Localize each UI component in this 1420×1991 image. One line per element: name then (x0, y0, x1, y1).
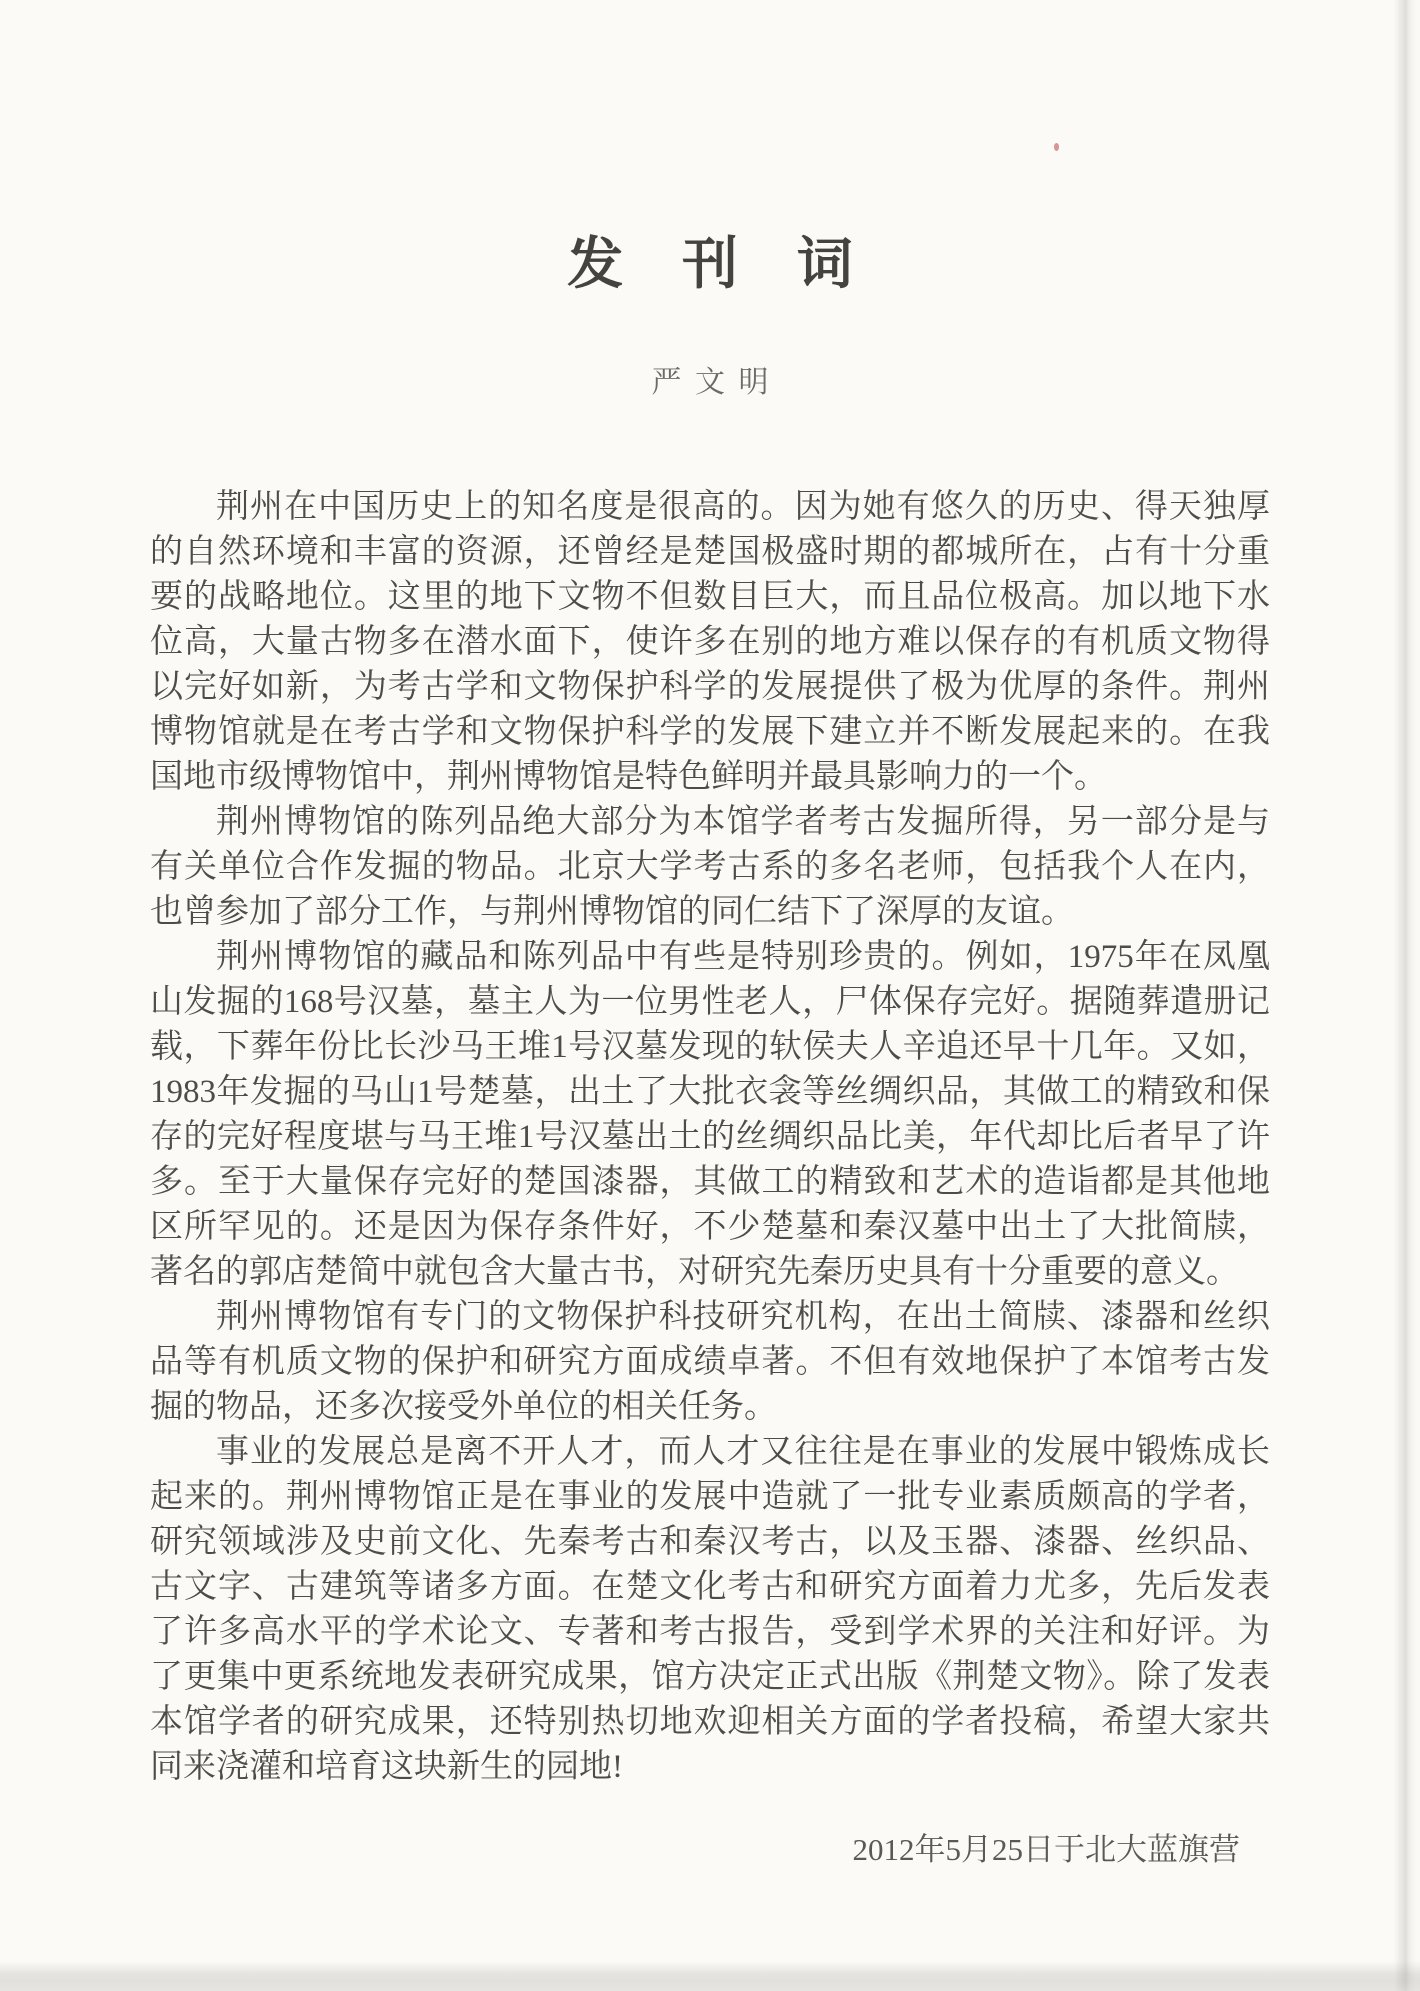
scan-edge-bottom-artifact (0, 1961, 1420, 1991)
author-name: 严文明 (651, 366, 782, 400)
paragraph: 荆州在中国历史上的知名度是很高的。因为她有悠久的历史、得天独厚的自然环境和丰富的资源，还曾经是楚国极盛时期的都城所在，占有十分重要的战略地位。这里的地下文物不但数目巨大，而且品位极高。加以地下水位高，大量古物多在潜水面下，使许多在别的地方难以保存的有机质文物得以完好如新，为考古学和文物保护科学的发展提供了极为优厚的条件。荆州博物馆就是在考古学和文物保护科学的发展下建立并不断发展起来的。在我国地市级博物馆中，荆州博物馆是特色鲜明并最具影响力的一个。 (150, 489, 1270, 796)
body-text (0, 485, 1420, 1790)
page-title: 发刊词 (567, 234, 912, 296)
paragraph: 荆州博物馆有专门的文物保护科技研究机构，在出土简牍、漆器和丝织品等有机质文物的保护和研究方面成绩卓著。不但有效地保护了本馆考古发掘的物品，还多次接受外单位的相关任务。 (150, 1299, 1270, 1426)
paragraph: 荆州博物馆的藏品和陈列品中有些是特别珍贵的。例如，1975年在凤凰山发掘的168号汉墓，墓主人为一位男性老人，尸体保存完好。据随葬遣册记载，下葬年份比长沙马王堆1号汉墓发现的轪侯夫人辛追还早十几年。又如，1983年发掘的马山1号楚墓，出土了大批衣衾等丝绸织品，其做工的精致和保存的完好程度堪与马王堆1号汉墓出土的丝绸织品比美，年代却比后者早了许多。至于大量保存完好的楚国漆器，其做工的精致和艺术的造诣都是其他地区所罕见的。还是因为保存条件好，不少楚墓和秦汉墓中出土了大批简牍，著名的郭店楚简中就包含大量古书，对研究先秦历史具有十分重要的意义。 (150, 939, 1270, 1291)
paragraph: 荆州博物馆的陈列品绝大部分为本馆学者考古发掘所得，另一部分是与有关单位合作发掘的物品。北京大学考古系的多名老师，包括我个人在内，也曾参加了部分工作，与荆州博物馆的同仁结下了深厚的友谊。 (150, 804, 1270, 931)
dateline: 2012年5月25日于北大蓝旗营 (852, 1832, 1240, 1868)
paragraph: 事业的发展总是离不开人才，而人才又往往是在事业的发展中锻炼成长起来的。荆州博物馆正是在事业的发展中造就了一批专业素质颇高的学者，研究领域涉及史前文化、先秦考古和秦汉考古，以及玉器、漆器、丝织品、古文字、古建筑等诸多方面。在楚文化考古和研究方面着力尤多，先后发表了许多高水平的学术论文、专著和考古报告，受到学术界的关注和好评。为了更集中更系统地发表研究成果，馆方决定正式出版《荆楚文物》。除了发表本馆学者的研究成果，还特别热切地欢迎相关方面的学者投稿，希望大家共同来浇灌和培育这块新生的园地! (150, 1434, 1270, 1786)
